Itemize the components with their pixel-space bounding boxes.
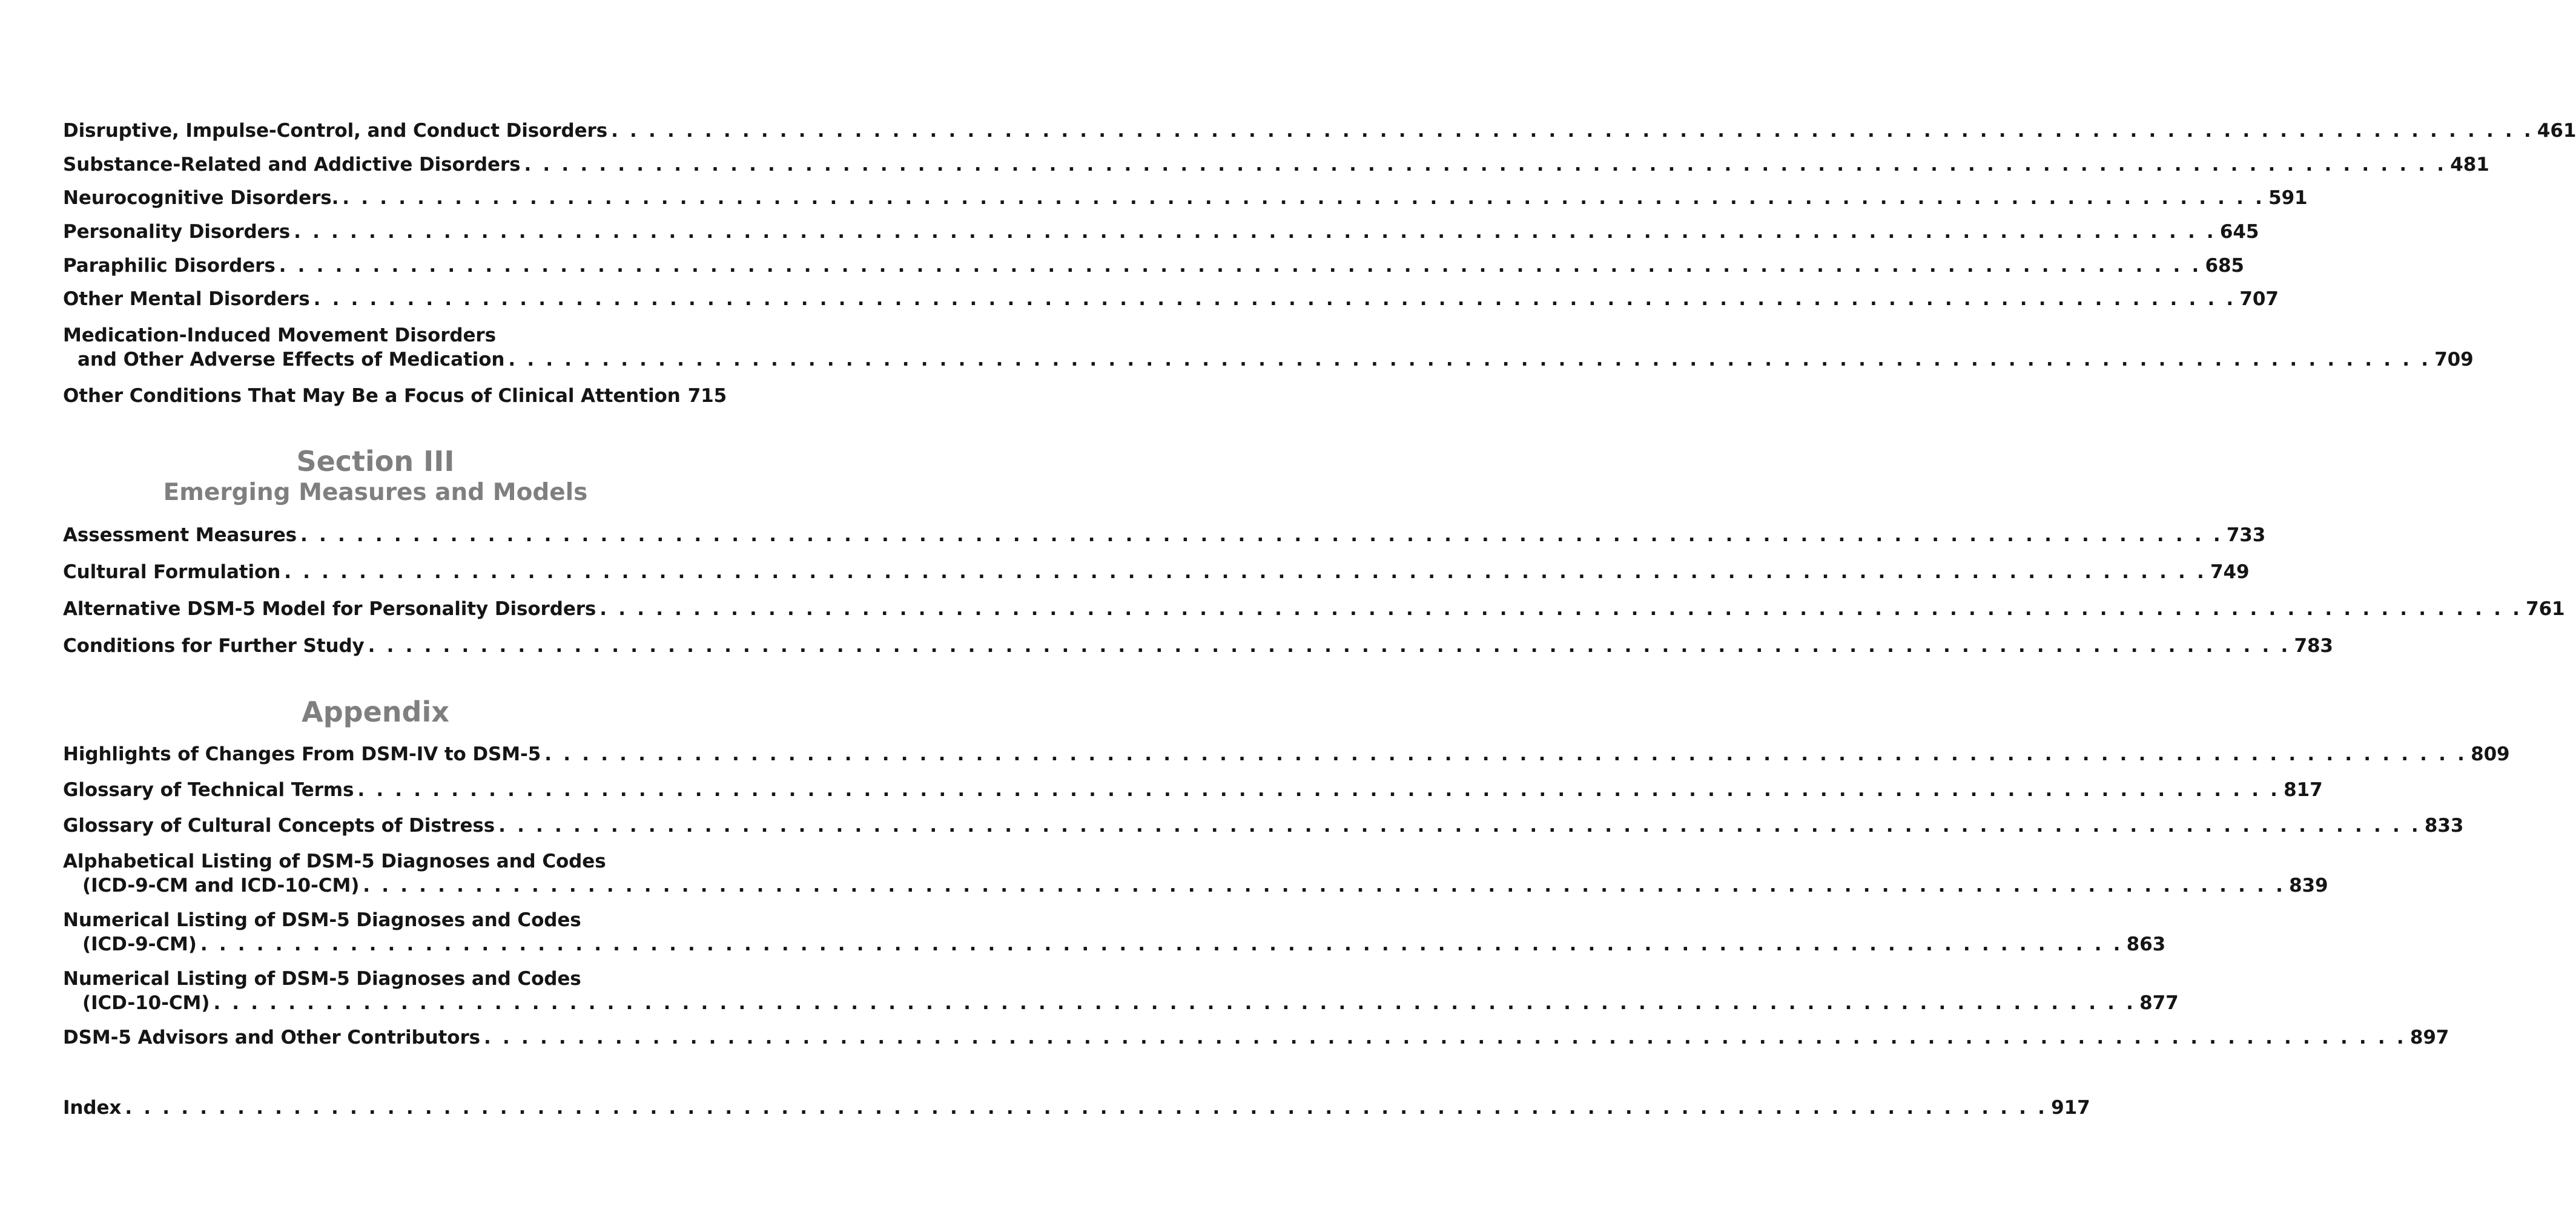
toc-entry[interactable] — [63, 186, 2308, 210]
toc-entry-title: (ICD-9-CM) — [82, 933, 197, 955]
toc-entry-title: Alternative DSM-5 Model for Personality Disorders — [63, 598, 596, 620]
toc-entry[interactable] — [63, 119, 2576, 143]
dot-leader: . . . . . . . . . . . . . . . . . . . . . . . . . . . . . . . . . . . . . . . . . . . . . . . . . . . . . . . . . . . . . . . . . . . . . . . . . . . . . . . . . . . . . . . . . . . . . . . . . . . . . . . — [544, 743, 2468, 765]
toc-entry-page: 761 — [2526, 598, 2565, 620]
dot-leader: . . . . . . . . . . . . . . . . . . . . . . . . . . . . . . . . . . . . . . . . . . . . . . . . . . . . . . . . . . . . . . . . . . . . . . . . . . . . . . . . . . . . . . . . . . . . . . . . . . . . . . . — [200, 933, 2123, 955]
toc-entry-title-line1: Alphabetical Listing of DSM-5 Diagnoses and Codes — [63, 851, 606, 872]
toc-entry[interactable] — [63, 814, 2464, 838]
toc-entry-page: 917 — [2051, 1097, 2090, 1119]
toc-entry[interactable] — [63, 967, 2179, 1015]
dot-leader: . . . . . . . . . . . . . . . . . . . . . . . . . . . . . . . . . . . . . . . . . . . . . . . . . . . . . . . . . . . . . . . . . . . . . . . . . . . . . . . . . . . . . . . . . . . . . . . . . . . . . . . — [368, 635, 2291, 657]
toc-entry-title: Paraphilic Disorders — [63, 255, 276, 277]
toc-entry-index[interactable] — [63, 1096, 2090, 1120]
toc-entry-title: and Other Adverse Effects of Medication — [78, 349, 505, 370]
dot-leader: . . . . . . . . . . . . . . . . . . . . . . . . . . . . . . . . . . . . . . . . . . . . . . . . . . . . . . . . . . . . . . . . . . . . . . . . . . . . . . . . . . . . . . . . . . . . . . . . . . . . . . . — [508, 349, 2431, 370]
dot-leader: . . . . . . . . . . . . . . . . . . . . . . . . . . . . . . . . . . . . . . . . . . . . . . . . . . . . . . . . . . . . . . . . . . . . . . . . . . . . . . . . . . . . . . . . . . . . . . . . . . . . . . . — [524, 154, 2447, 176]
dot-leader: . . . . . . . . . . . . . . . . . . . . . . . . . . . . . . . . . . . . . . . . . . . . . . . . . . . . . . . . . . . . . . . . . . . . . . . . . . . . . . . . . . . . . . . . . . . . . . . . . . . . . . . — [213, 992, 2136, 1014]
toc-entry[interactable] — [63, 742, 2510, 766]
toc-entry-page: 591 — [2268, 187, 2308, 209]
toc-entry[interactable] — [63, 254, 2244, 278]
toc-entry[interactable] — [63, 523, 2266, 547]
toc-entry-title: Assessment Measures — [63, 524, 297, 546]
dot-leader: . . . . . . . . . . . . . . . . . . . . . . . . . . . . . . . . . . . . . . . . . . . . . . . . . . . . . . . . . . . . . . . . . . . . . . . . . . . . . . . . . . . . . . . . . . . . . . . . . . . . . . . — [284, 561, 2207, 583]
toc-entry-page: 733 — [2226, 524, 2266, 546]
toc-entry-title: Neurocognitive Disorders. — [63, 187, 339, 209]
toc-entry-page: 833 — [2424, 815, 2464, 837]
dot-leader: . . . . . . . . . . . . . . . . . . . . . . . . . . . . . . . . . . . . . . . . . . . . . . . . . . . . . . . . . . . . . . . . . . . . . . . . . . . . . . . . . . . . . . . . . . . . . . . . . . . . . . . — [342, 187, 2265, 209]
toc-entry[interactable] — [63, 597, 2565, 621]
toc-entry-title: Disruptive, Impulse-Control, and Conduct Disorders — [63, 120, 608, 142]
toc-entry-page: 839 — [2289, 875, 2328, 897]
dot-leader: . . . . . . . . . . . . . . . . . . . . . . . . . . . . . . . . . . . . . . . . . . . . . . . . . . . . . . . . . . . . . . . . . . . . . . . . . . . . . . . . . . . . . . . . . . . . . . . . . . . . . . . — [313, 288, 2236, 310]
section-subheading: Emerging Measures and Models — [163, 479, 588, 506]
dot-leader: . . . . . . . . . . . . . . . . . . . . . . . . . . . . . . . . . . . . . . . . . . . . . . . . . . . . . . . . . . . . . . . . . . . . . . . . . . . . . . . . . . . . . . . . . . . . . . . . . . . . . . . — [611, 120, 2534, 142]
toc-entry-title: Cultural Formulation — [63, 561, 281, 583]
toc-entry-title: (ICD-10-CM) — [82, 992, 210, 1014]
section-heading: Section III — [296, 445, 455, 478]
toc-entry[interactable] — [63, 560, 2250, 584]
toc-entry-page: 809 — [2471, 743, 2510, 765]
dot-leader: . . . . . . . . . . . . . . . . . . . . . . . . . . . . . . . . . . . . . . . . . . . . . . . . . . . . . . . . . . . . . . . . . . . . . . . . . . . . . . . . . . . . . . . . . . . . . . . . . . . . . . . — [279, 255, 2202, 277]
toc-entry-page: 863 — [2126, 933, 2166, 955]
toc-entry-page: 481 — [2450, 154, 2489, 176]
toc-entry-title: Personality Disorders — [63, 221, 291, 243]
toc-entry-page: 897 — [2409, 1027, 2449, 1048]
toc-entry-title: Other Mental Disorders — [63, 288, 310, 310]
dot-leader: . . . . . . . . . . . . . . . . . . . . . . . . . . . . . . . . . . . . . . . . . . . . . . . . . . . . . . . . . . . . . . . . . . . . . . . . . . . . . . . . . . . . . . . . . . . . . . . . . . . . . . . — [599, 598, 2523, 620]
dot-leader: . . . . . . . . . . . . . . . . . . . . . . . . . . . . . . . . . . . . . . . . . . . . . . . . . . . . . . . . . . . . . . . . . . . . . . . . . . . . . . . . . . . . . . . . . . . . . . . . . . . . . . . — [498, 815, 2421, 837]
toc-entry[interactable] — [63, 220, 2259, 244]
toc-entry-title: Other Conditions That May Be a Focus of Clinical Attention — [63, 385, 681, 407]
toc-entry-page: 461 — [2537, 120, 2576, 142]
toc-entry-title-line1: Medication-Induced Movement Disorders — [63, 324, 496, 346]
toc-entry[interactable] — [63, 778, 2323, 802]
dot-leader: . . . . . . . . . . . . . . . . . . . . . . . . . . . . . . . . . . . . . . . . . . . . . . . . . . . . . . . . . . . . . . . . . . . . . . . . . . . . . . . . . . . . . . . . . . . . . . . . . . . . . . . — [363, 875, 2286, 897]
toc-entry-page: 645 — [2219, 221, 2259, 243]
toc-entry[interactable] — [63, 634, 2333, 658]
toc-entry-title: DSM-5 Advisors and Other Contributors — [63, 1027, 481, 1048]
toc-entry-page: 709 — [2434, 349, 2474, 370]
dot-leader: . . . . . . . . . . . . . . . . . . . . . . . . . . . . . . . . . . . . . . . . . . . . . . . . . . . . . . . . . . . . . . . . . . . . . . . . . . . . . . . . . . . . . . . . . . . . . . . . . . . . . . . — [294, 221, 2216, 243]
toc-entry[interactable] — [63, 287, 2279, 311]
toc-entry-title: Conditions for Further Study — [63, 635, 365, 657]
toc-entry-page: 715 — [687, 385, 727, 407]
toc-entry[interactable] — [63, 153, 2489, 177]
dot-leader: . . . . . . . . . . . . . . . . . . . . . . . . . . . . . . . . . . . . . . . . . . . . . . . . . . . . . . . . . . . . . . . . . . . . . . . . . . . . . . . . . . . . . . . . . . . . . . . . . . . . . . . — [125, 1097, 2048, 1119]
toc-entry-title: Substance-Related and Addictive Disorders — [63, 154, 521, 176]
toc-entry[interactable] — [63, 908, 2166, 956]
toc-entry-title: Highlights of Changes From DSM-IV to DSM-5 — [63, 743, 541, 765]
toc-entry[interactable] — [63, 384, 727, 408]
toc-entry-title: (ICD-9-CM and ICD-10-CM) — [82, 875, 360, 897]
toc-entry-title-line1: Numerical Listing of DSM-5 Diagnoses and Codes — [63, 968, 581, 990]
toc-entry-title: Glossary of Technical Terms — [63, 779, 354, 801]
toc-entry-page: 783 — [2294, 635, 2333, 657]
toc-entry[interactable] — [63, 1025, 2449, 1050]
toc-entry-page: 877 — [2139, 992, 2179, 1014]
toc-entry-page: 817 — [2284, 779, 2323, 801]
toc-entry-title: Glossary of Cultural Concepts of Distress — [63, 815, 495, 837]
toc-entry-page: 749 — [2210, 561, 2250, 583]
dot-leader: . . . . . . . . . . . . . . . . . . . . . . . . . . . . . . . . . . . . . . . . . . . . . . . . . . . . . . . . . . . . . . . . . . . . . . . . . . . . . . . . . . . . . . . . . . . . . . . . . . . . . . . — [357, 779, 2280, 801]
appendix-heading: Appendix — [302, 696, 449, 728]
toc-entry-title: Index — [63, 1097, 122, 1119]
dot-leader: . . . . . . . . . . . . . . . . . . . . . . . . . . . . . . . . . . . . . . . . . . . . . . . . . . . . . . . . . . . . . . . . . . . . . . . . . . . . . . . . . . . . . . . . . . . . . . . . . . . . . . . — [300, 524, 2223, 546]
toc-entry-title-line1: Numerical Listing of DSM-5 Diagnoses and Codes — [63, 909, 581, 931]
toc-entry-page: 707 — [2239, 288, 2279, 310]
toc-entry[interactable] — [63, 323, 2474, 372]
toc-entry[interactable] — [63, 849, 2328, 898]
dot-leader: . . . . . . . . . . . . . . . . . . . . . . . . . . . . . . . . . . . . . . . . . . . . . . . . . . . . . . . . . . . . . . . . . . . . . . . . . . . . . . . . . . . . . . . . . . . . . . . . . . . . . . . — [484, 1027, 2406, 1048]
toc-entry-page: 685 — [2205, 255, 2244, 277]
